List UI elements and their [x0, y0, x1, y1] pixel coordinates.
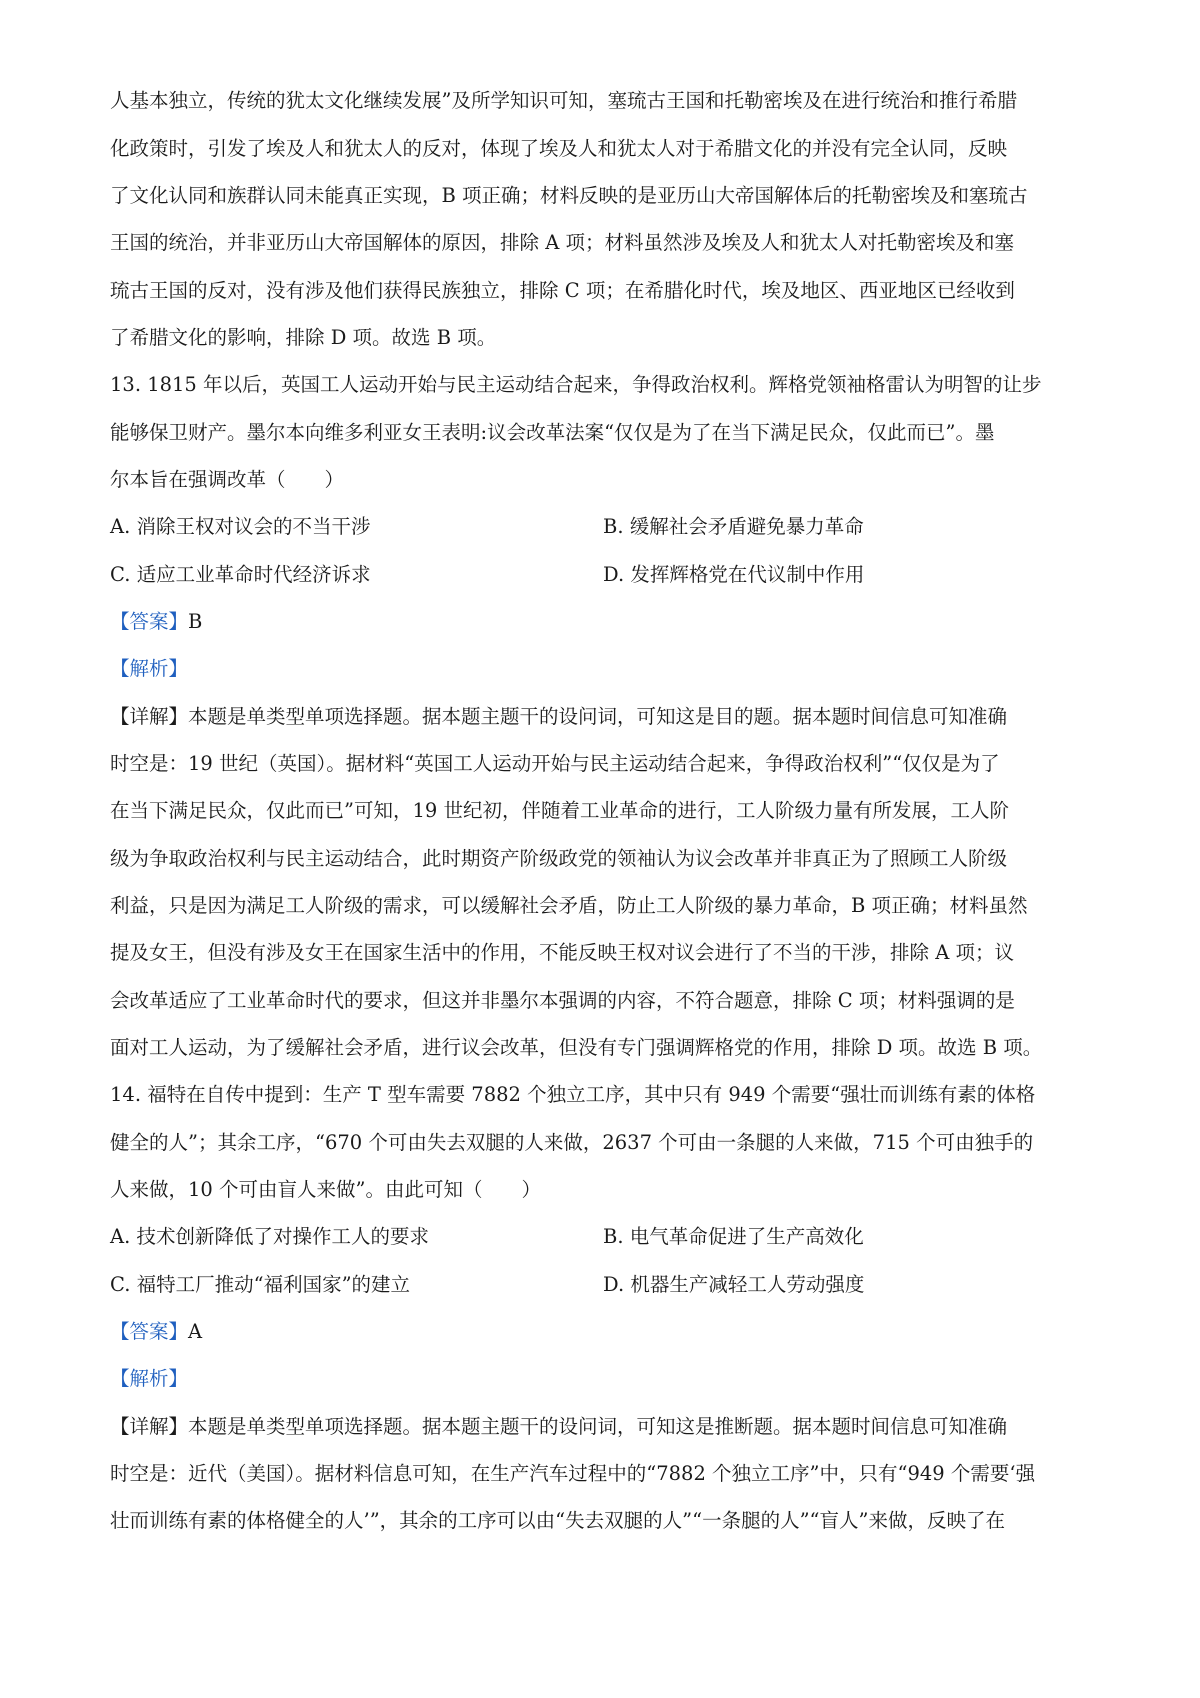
q13-detail-line: 级为争取政治权利与民主运动结合，此时期资产阶级政党的领袖认为议会改革并非真正为了照顾工人阶级: [110, 847, 1008, 870]
q13-detail-line: 时空是：19 世纪（英国）。据材料“英国工人运动开始与民主运动结合起来，争得政治权利”“仅仅是为了: [110, 752, 1000, 775]
analysis-tag: 【解析】: [110, 1367, 189, 1390]
q13-analysis-heading: [110, 654, 1100, 684]
q14-option-b: B. 电气革命促进了生产高效化: [603, 1225, 864, 1248]
answer-tag: 【答案】: [110, 610, 189, 633]
analysis-tag: 【解析】: [110, 657, 189, 680]
q14-analysis-heading: [110, 1364, 1100, 1394]
q14-detail-line: 壮而训练有素的体格健全的人’”，其余的工序可以由“失去双腿的人”“一条腿的人”“盲人”来做，反映了在: [110, 1509, 1005, 1532]
q14-detail-line: 时空是：近代（美国）。据材料信息可知，在生产汽车过程中的“7882 个独立工序”中，只有“949 个需要‘强: [110, 1462, 1036, 1485]
q13-option-c: C. 适应工业革命时代经济诉求: [110, 563, 371, 586]
question-13-stem-line: 13. 1815 年以后，英国工人运动开始与民主运动结合起来，争得政治权利。辉格党领袖格雷认为明智的让步: [110, 373, 1042, 396]
answer-value: B: [188, 610, 203, 633]
explanation-line: 了文化认同和族群认同未能真正实现，B 项正确；材料反映的是亚历山大帝国解体后的托勒密埃及和塞琉古: [110, 184, 1028, 207]
q13-detail-line: 利益，只是因为满足工人阶级的需求，可以缓解社会矛盾，防止工人阶级的暴力革命，B 项正确；材料虽然: [110, 894, 1028, 917]
q13-detail-line: 面对工人运动，为了缓解社会矛盾，进行议会改革，但没有专门强调辉格党的作用，排除 D 项。故选 B 项。: [110, 1036, 1043, 1059]
explanation-line: 化政策时，引发了埃及人和犹太人的反对，体现了埃及人和犹太人对于希腊文化的并没有完全认同，反映: [110, 137, 1008, 160]
answer-value: A: [188, 1320, 203, 1343]
q13-option-a: A. 消除王权对议会的不当干涉: [110, 515, 371, 538]
answer-tag: 【答案】: [110, 1320, 189, 1343]
q13-detail-line: 会改革适应了工业革命时代的要求，但这并非墨尔本强调的内容，不符合题意，排除 C 项；材料强调的是: [110, 989, 1015, 1012]
detail-tag: 【详解】: [110, 1415, 189, 1438]
question-14-stem-line: 人来做，10 个可由盲人来做”。由此可知（ ）: [110, 1178, 541, 1201]
explanation-line: 人基本独立，传统的犹太文化继续发展”及所学知识可知，塞琉古王国和托勒密埃及在进行统治和推行希腊: [110, 89, 1017, 112]
q13-option-b: B. 缓解社会矛盾避免暴力革命: [603, 515, 864, 538]
question-13-stem-line: 尔本旨在强调改革（ ）: [110, 468, 345, 491]
q13-detail-line: [110, 702, 1100, 732]
q13-detail-line: 提及女王，但没有涉及女王在国家生活中的作用，不能反映王权对议会进行了不当的干涉，排除 A 项；议: [110, 941, 1014, 964]
q13-detail-line: 在当下满足民众，仅此而已”可知，19 世纪初，伴随着工业革命的进行，工人阶级力量有所发展，工人阶: [110, 799, 1009, 822]
question-13-stem-line: 能够保卫财产。墨尔本向维多利亚女王表明:议会改革法案“仅仅是为了在当下满足民众，仅此而已”。墨: [110, 421, 995, 444]
explanation-line: 王国的统治，并非亚历山大帝国解体的原因，排除 A 项；材料虽然涉及埃及人和犹太人对托勒密埃及和塞: [110, 231, 1014, 254]
detail-text: 本题是单类型单项选择题。据本题主题干的设问词，可知这是目的题。据本题时间信息可知准确: [188, 705, 1008, 728]
question-14-stem-line: 14. 福特在自传中提到：生产 T 型车需要 7882 个独立工序，其中只有 949 个需要“强壮而训练有素的体格: [110, 1083, 1036, 1106]
detail-tag: 【详解】: [110, 705, 189, 728]
explanation-line: 琉古王国的反对，没有涉及他们获得民族独立，排除 C 项；在希腊化时代，埃及地区、西亚地区已经收到: [110, 279, 1015, 302]
q14-option-c: C. 福特工厂推动“福利国家”的建立: [110, 1273, 411, 1296]
question-14-stem-line: 健全的人”；其余工序，“670 个可由失去双腿的人来做，2637 个可由一条腿的人来做，715 个可由独手的: [110, 1131, 1034, 1154]
q13-option-d: D. 发挥辉格党在代议制中作用: [603, 563, 865, 586]
q14-detail-line: [110, 1412, 1100, 1442]
explanation-line: 了希腊文化的影响，排除 D 项。故选 B 项。: [110, 326, 497, 349]
q14-option-a: A. 技术创新降低了对操作工人的要求: [110, 1225, 429, 1248]
q13-answer: [110, 607, 1100, 637]
detail-text: 本题是单类型单项选择题。据本题主题干的设问词，可知这是推断题。据本题时间信息可知准确: [188, 1415, 1008, 1438]
q14-answer: [110, 1317, 1100, 1347]
q14-option-d: D. 机器生产减轻工人劳动强度: [603, 1273, 865, 1296]
